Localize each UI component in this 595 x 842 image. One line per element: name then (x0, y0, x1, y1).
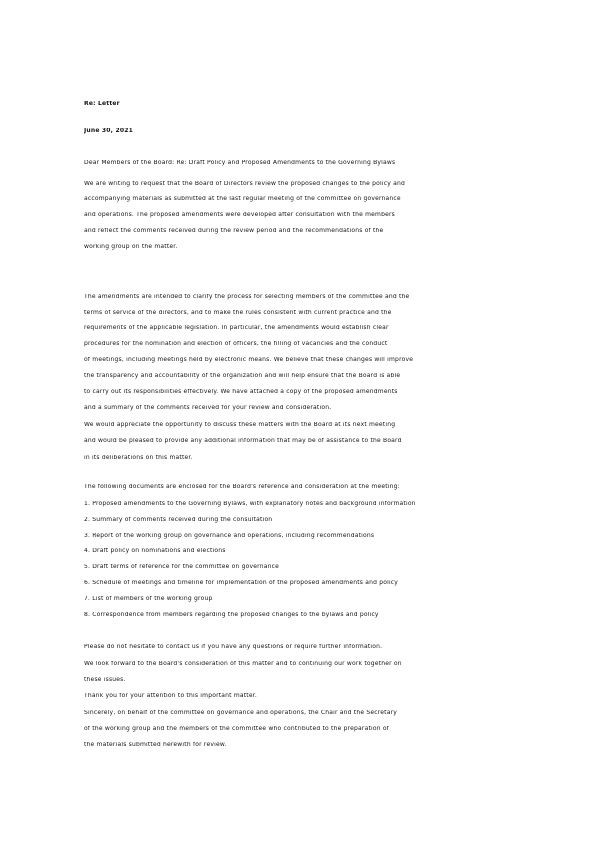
paragraph-line: and reflect the comments received during the review period and the recommendations of the (84, 228, 384, 234)
paragraph-line: We would appreciate the opportunity to discuss these matters with the Board at its next meeting (84, 422, 396, 428)
paragraph-line: the materials submitted herewith for review. (84, 742, 227, 748)
paragraph-line: 6. Schedule of meetings and timeline for implementation of the proposed amendments and policy (84, 580, 399, 586)
paragraph-line: 7. List of members of the working group (84, 596, 213, 602)
paragraph-line: 1. Proposed amendments to the Governing Bylaws, with explanatory notes and background information (84, 501, 416, 507)
paragraph-line: and operations. The proposed amendments were developed after consultation with the members (84, 212, 395, 218)
paragraph-line: and would be pleased to provide any additional information that may be of assistance to the Board (84, 438, 402, 444)
letter-recipient: Re: Letter (84, 101, 120, 107)
paragraph-line: terms of service of the directors, and to make the rules consistent with current practice and the (84, 310, 392, 316)
paragraph-line: Please do not hesitate to contact us if you have any questions or require further information. (84, 644, 383, 650)
paragraph-line: 8. Correspondence from members regarding the proposed changes to the bylaws and policy (84, 612, 379, 618)
paragraph-line: procedures for the nomination and election of officers, the filling of vacancies and the conduct (84, 341, 388, 347)
paragraph-line: and a summary of the comments received for your review and consideration. (84, 405, 332, 411)
paragraph-line: We look forward to the Board's consideration of this matter and to continuing our work together on (84, 661, 402, 667)
paragraph-line: The following documents are enclosed for the Board's reference and consideration at the meeting: (84, 484, 400, 490)
paragraph-line: 5. Draft terms of reference for the committee on governance (84, 564, 279, 570)
paragraph-line: the transparency and accountability of the organization and will help ensure that the Board is able (84, 373, 401, 379)
paragraph-line: We are writing to request that the Board of Directors review the proposed changes to the policy and (84, 181, 406, 187)
paragraph-line: of meetings, including meetings held by electronic means. We believe that these changes will improve (84, 357, 414, 363)
paragraph-line: 4. Draft policy on nominations and elections (84, 548, 226, 554)
paragraph-line: requirements of the applicable legislation. In particular, the amendments would establish clear (84, 325, 389, 331)
paragraph-line: 3. Report of the working group on governance and operations, including recommendations (84, 533, 375, 539)
paragraph-line: Thank you for your attention to this important matter. (84, 693, 257, 699)
letter-date: June 30, 2021 (84, 128, 133, 134)
paragraph-line: these issues. (84, 677, 126, 683)
paragraph-line: to carry out its responsibilities effectively. We have attached a copy of the proposed amendments (84, 389, 398, 395)
paragraph-line: working group on the matter. (84, 244, 178, 250)
paragraph-line: Sincerely, on behalf of the committee on governance and operations, the Chair and the Secretary (84, 710, 398, 716)
paragraph-line: in its deliberations on this matter. (84, 455, 193, 461)
paragraph-line: Dear Members of the Board: Re: Draft Policy and Proposed Amendments to the Governing Bylaws (84, 160, 396, 166)
paragraph-line: The amendments are intended to clarify the process for selecting members of the committee and the (84, 294, 410, 300)
paragraph-line: 2. Summary of comments received during the consultation (84, 517, 273, 523)
paragraph-line: accompanying materials as submitted at the last regular meeting of the committee on governance (84, 196, 401, 202)
paragraph-line: of the working group and the members of the committee who contributed to the preparation of (84, 726, 390, 732)
